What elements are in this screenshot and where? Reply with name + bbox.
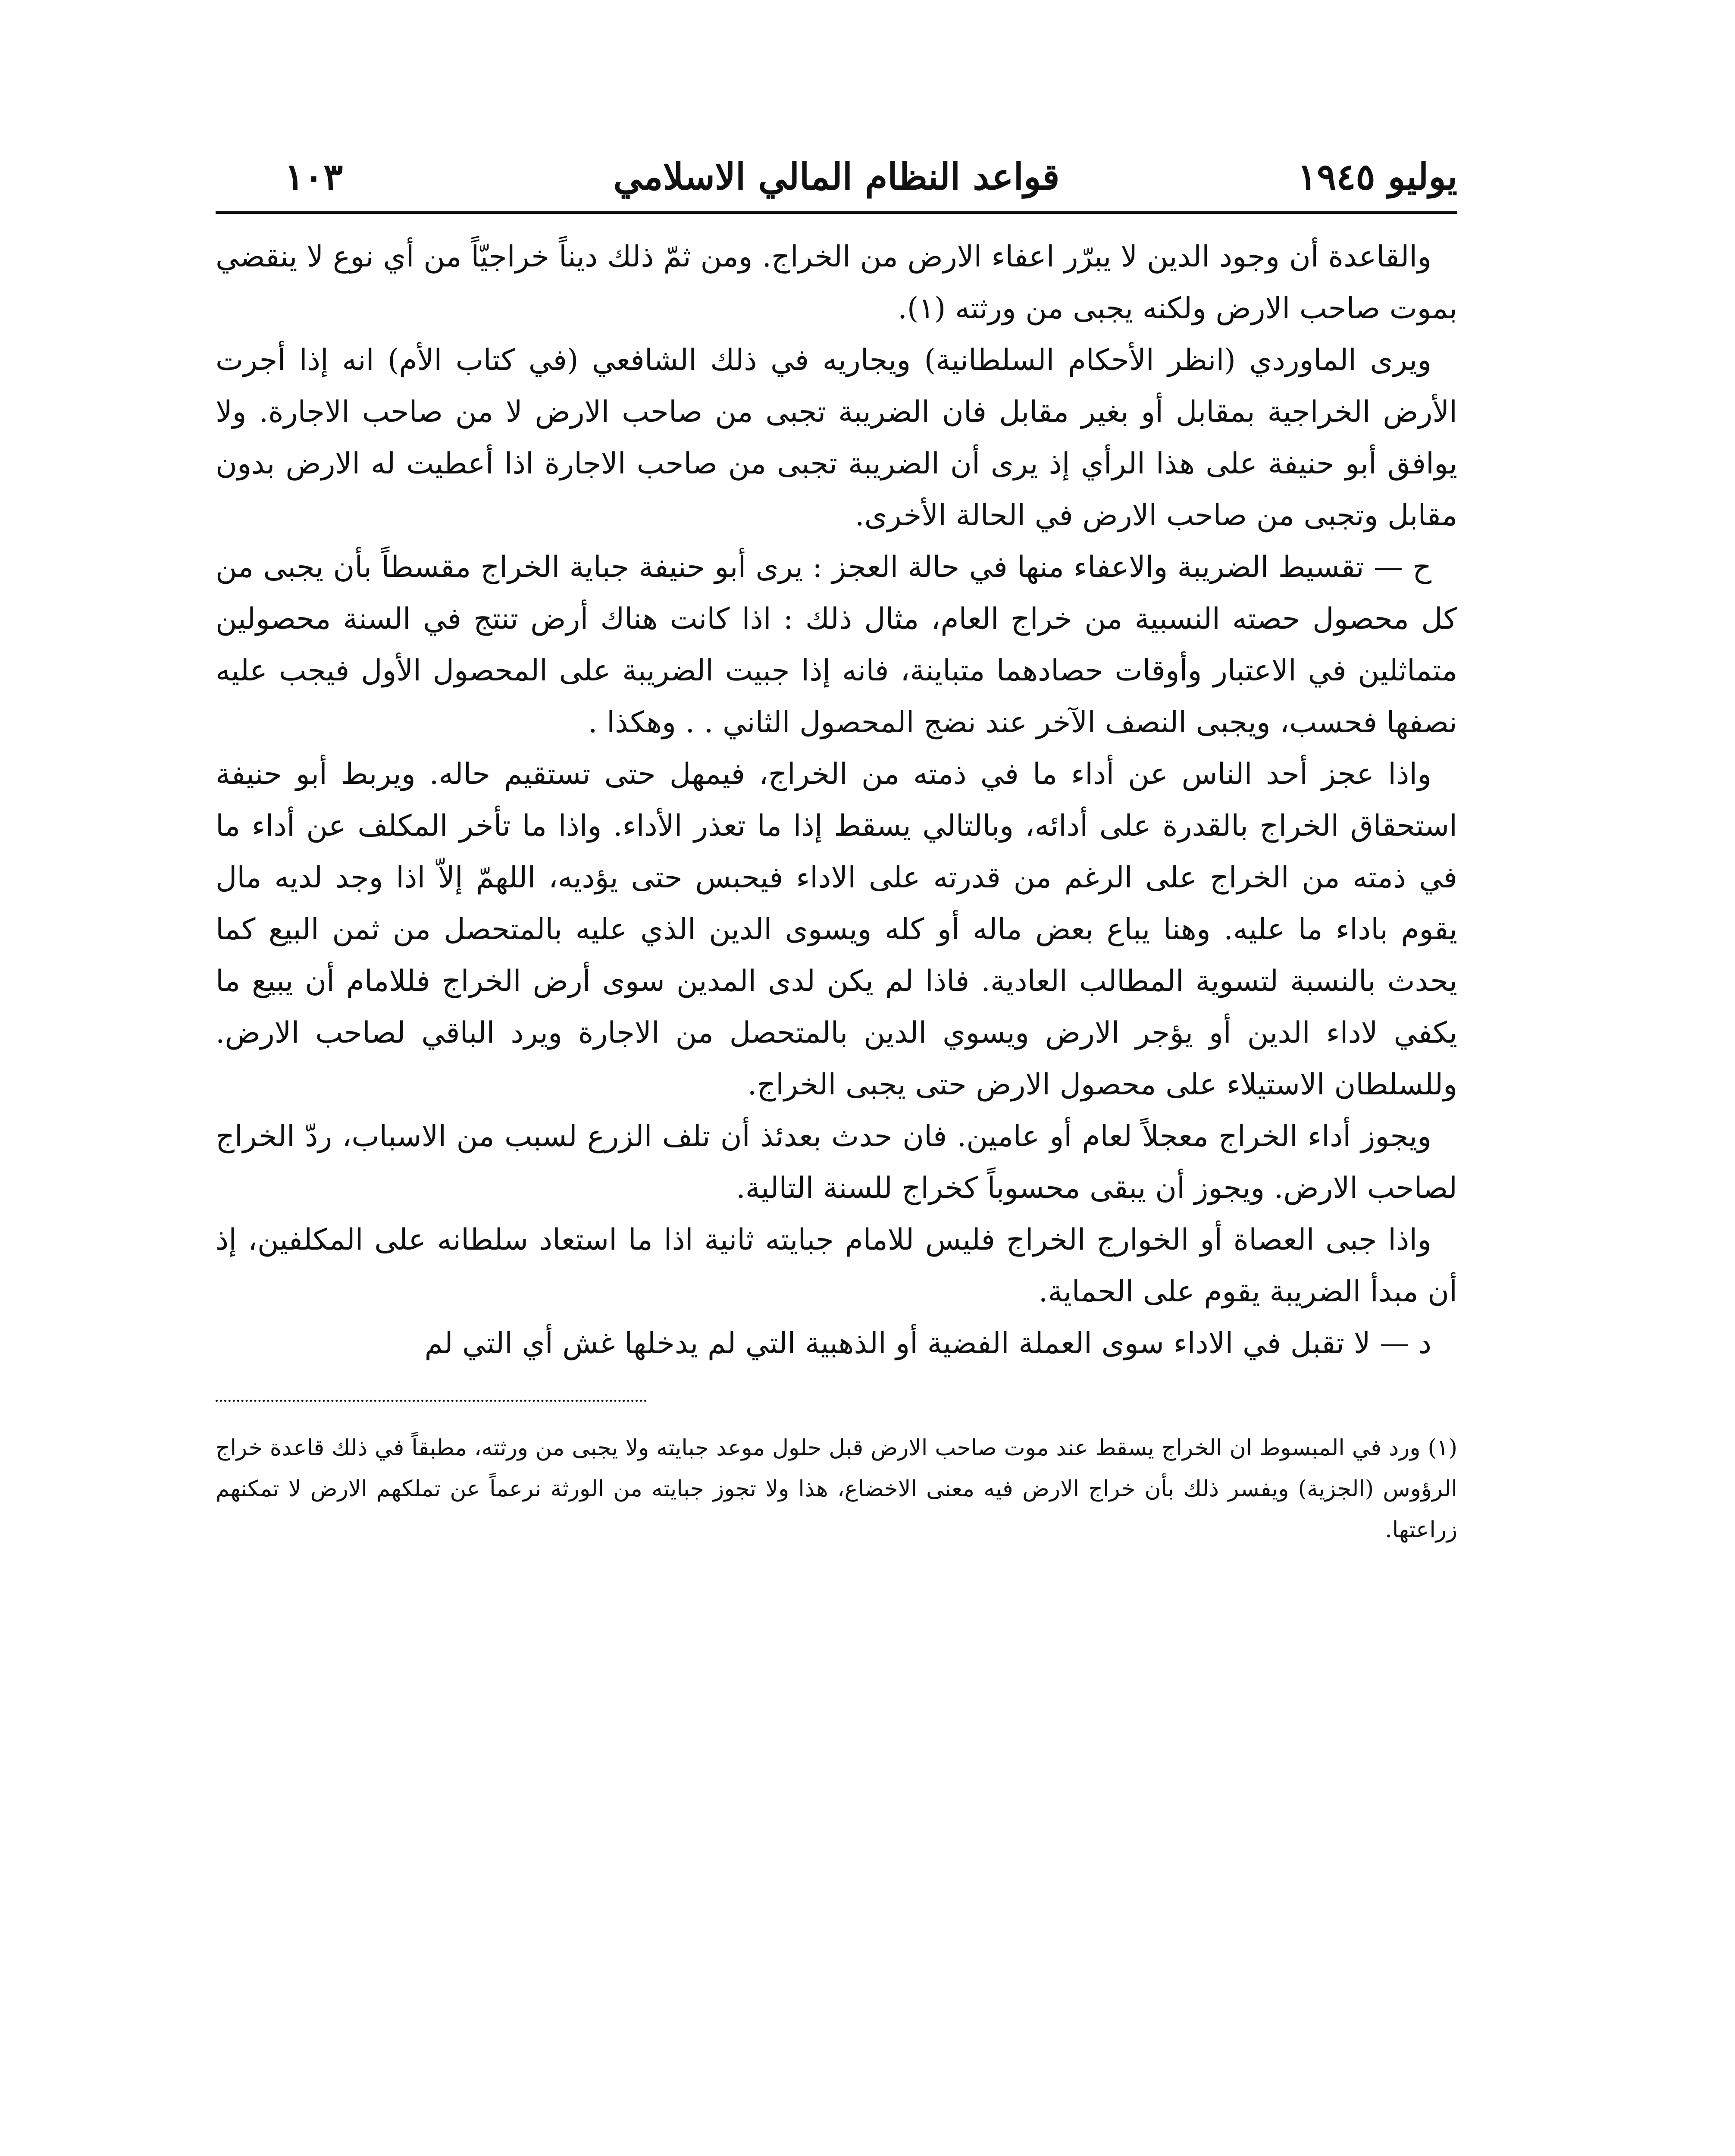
page-number: ١٠٣: [285, 155, 343, 198]
footnote-divider: [216, 1400, 647, 1402]
header-title: قواعد النظام المالي الاسلامي: [613, 155, 1060, 198]
paragraph: واذا جبى العصاة أو الخوارج الخراج فليس للامام جبايته ثانية اذا ما استعاد سلطانه على المكلفين، إذ أن مبدأ الضريبة يقوم على الحماية.: [216, 1223, 1457, 1309]
paragraph: والقاعدة أن وجود الدين لا يبرّر اعفاء الارض من الخراج. ومن ثمّ ذلك ديناً خراجيّاً من أي نوع لا ينقضي بموت صاحب الارض ولكنه يجبى من ورثته (١).: [216, 240, 1457, 326]
paragraph: ويجوز أداء الخراج معجلاً لعام أو عامين. فان حدث بعدئذ أن تلف الزرع لسبب من الاسباب، ردّ الخراج لصاحب الارض. ويجوز أن يبقى محسوباً كخراج للسنة التالية.: [216, 1119, 1457, 1205]
book-page: [216, 138, 1457, 2156]
paragraph: ويرى الماوردي (انظر الأحكام السلطانية) ويجاريه في ذلك الشافعي (في كتاب الأم) انه إذا أجرت الأرض الخراجية بمقابل أو بغير مقابل فان الضريبة تجبى من صاحب الارض لا من صاحب الاجارة. ولا يوافق أبو حنيفة على هذا الرأي إذ يرى أن الضريبة تجبى من صاحب الاجارة اذا أعطيت له الارض بدون مقابل وتجبى من صاحب الارض في الحالة الأخرى.: [216, 343, 1457, 533]
running-header: [216, 138, 1457, 211]
footnote: [216, 1428, 1457, 1551]
paragraph: ح — تقسيط الضريبة والاعفاء منها في حالة العجز : يرى أبو حنيفة جباية الخراج مقسطاً بأن يجبى من كل محصول حصته النسبية من خراج العام، مثال ذلك : اذا كانت هناك أرض تنتج في السنة محصولين متماثلين في الاعتبار وأوقات حصادهما متباينة، فانه إذا جبيت الضريبة على المحصول الأول فيجب عليه نصفها فحسب، ويجبى النصف الآخر عند نضج المحصول الثاني . . وهكذا .: [216, 550, 1457, 740]
paragraph: واذا عجز أحد الناس عن أداء ما في ذمته من الخراج، فيمهل حتى تستقيم حاله. ويربط أبو حنيفة استحقاق الخراج بالقدرة على أدائه، وبالتالي يسقط إذا ما تعذر الأداء. واذا ما تأخر المكلف عن أداء ما في ذمته من الخراج على الرغم من قدرته على الاداء فيحبس حتى يؤديه، اللهمّ إلاّ اذا وجد لديه مال يقوم باداء ما عليه. وهنا يباع بعض ماله أو كله ويسوى الدين الذي عليه بالمتحصل من ثمن البيع كما يحدث بالنسبة لتسوية المطالب العادية. فاذا لم يكن لدى المدين سوى أرض الخراج فللامام أن يبيع ما يكفي لاداء الدين أو يؤجر الارض ويسوي الدين بالمتحصل من الاجارة ويرد الباقي لصاحب الارض. وللسلطان الاستيلاء على محصول الارض حتى يجبى الخراج.: [216, 757, 1457, 1102]
header-date: يوليو ١٩٤٥: [1297, 155, 1457, 198]
main-text: [216, 231, 1457, 1369]
footnote-text: (١) ورد في المبسوط ان الخراج يسقط عند موت صاحب الارض قبل حلول موعد جبايته ولا يجبى من ورثته، مطبقاً في ذلك قاعدة خراج الرؤوس (الجزية) ويفسر ذلك بأن خراج الارض فيه معنى الاخضاع، هذا ولا تجوز جبايته من الورثة نرعماً عن تملكهم الارض لا تمكنهم زراعتها.: [216, 1435, 1457, 1543]
header-rule: [216, 211, 1457, 214]
paragraph: د — لا تقبل في الاداء سوى العملة الفضية أو الذهبية التي لم يدخلها غش أي التي لم: [424, 1326, 1431, 1360]
